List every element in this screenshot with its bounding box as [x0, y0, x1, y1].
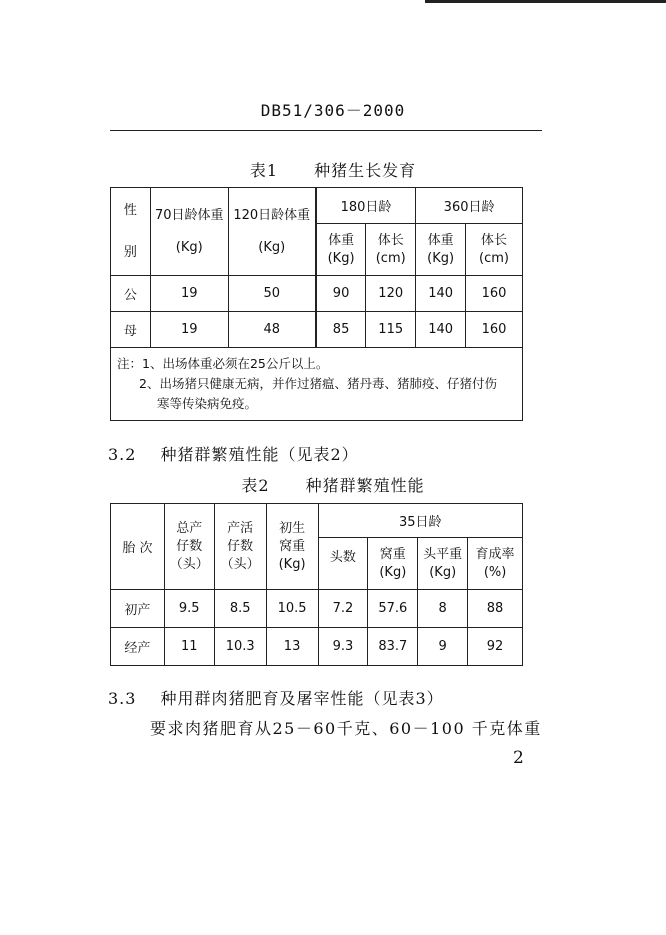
table2-cell-count: 9.3	[318, 628, 368, 666]
table2-cell-total-born: 9.5	[164, 590, 214, 628]
table-row	[111, 590, 523, 628]
table1-growth	[110, 187, 523, 421]
table1-cell-120day: 50	[228, 276, 316, 312]
table2-cell-litter-weight: 83.7	[368, 628, 418, 666]
standard-number-header: DB51/306－2000	[260, 101, 406, 120]
table1-header-180-weight: 体重 (Kg)	[316, 224, 366, 276]
table2-cell-born-alive: 8.5	[214, 590, 266, 628]
table1-cell-70day: 19	[150, 276, 228, 312]
section-3-3-title: 种用群肉猪肥育及屠宰性能（见表3）	[160, 689, 444, 708]
table2-cell-born-alive: 10.3	[214, 628, 266, 666]
table1-cell-360-weight: 140	[416, 276, 466, 312]
table-row	[111, 276, 523, 312]
table1-note-2: 2、出场猪只健康无病，并作过猪瘟、猪丹毒、猪肺疫、仔猪付伤	[139, 376, 497, 391]
section-3-2-heading	[108, 442, 359, 465]
table2-cell-rearing-rate: 92	[468, 628, 523, 666]
table2-header-litter-weight: 窝重 (Kg)	[368, 538, 418, 590]
table1-header-360day: 360日龄	[416, 188, 523, 224]
section-3-2-number: 3.2	[108, 445, 137, 464]
table1-cell-120day: 48	[228, 312, 316, 348]
table2-cell-total-born: 11	[164, 628, 214, 666]
top-edge-rule	[425, 0, 666, 3]
table1-cell-180-length: 120	[366, 276, 416, 312]
table1-cell-360-weight: 140	[416, 312, 466, 348]
table2-cell-avg-weight: 8	[418, 590, 468, 628]
table1-note-3: 寒等传染病免疫。	[157, 396, 258, 411]
table2-cell-avg-weight: 9	[418, 628, 468, 666]
table2-header-rearing-rate: 育成率 (%)	[468, 538, 523, 590]
table2-header-avg-weight: 头平重 (Kg)	[418, 538, 468, 590]
table1-header-sex: 性 别	[111, 188, 151, 276]
table1-cell-70day: 19	[150, 312, 228, 348]
table1-header-360-length: 体长 (cm)	[466, 224, 523, 276]
table2-caption-number: 表2	[241, 476, 270, 495]
table2-cell-parity: 经产	[111, 628, 165, 666]
table1-caption	[0, 158, 666, 181]
table2-header-total-born: 总产 仔数 （头）	[164, 504, 214, 590]
table2-reproduction	[110, 503, 523, 666]
page-number: 2	[513, 748, 524, 768]
table1-header-180day: 180日龄	[316, 188, 416, 224]
table2-cell-parity: 初产	[111, 590, 165, 628]
table2-cell-litter-weight: 57.6	[368, 590, 418, 628]
table1-header-180-length: 体长 (cm)	[366, 224, 416, 276]
table1-cell-sex: 母	[111, 312, 151, 348]
table1-cell-sex: 公	[111, 276, 151, 312]
table2-cell-birth-litter-weight: 10.5	[266, 590, 318, 628]
section-3-2-title: 种猪群繁殖性能（见表2）	[160, 445, 359, 464]
table2-header-parity: 胎 次	[111, 504, 165, 590]
section-3-3-number: 3.3	[108, 689, 137, 708]
table1-caption-number: 表1	[249, 161, 279, 180]
table1-cell-360-length: 160	[466, 276, 523, 312]
table1-cell-180-weight: 85	[316, 312, 366, 348]
table1-cell-180-length: 115	[366, 312, 416, 348]
table2-header-born-alive: 产活 仔数 （头）	[214, 504, 266, 590]
table1-notes	[111, 348, 523, 421]
table-row	[111, 628, 523, 666]
table1-header-70day: 70日龄体重 (Kg)	[150, 188, 228, 276]
table2-caption-title: 种猪群繁殖性能	[305, 476, 425, 495]
table2-header-birth-litter-weight: 初生 窝重 (Kg)	[266, 504, 318, 590]
body-paragraph: 要求肉猪肥育从25－60千克、60－100 千克体重	[150, 719, 542, 738]
header-rule	[110, 130, 542, 131]
table2-header-count: 头数	[318, 538, 368, 590]
table-row	[111, 312, 523, 348]
table2-caption	[0, 473, 666, 496]
table2-cell-rearing-rate: 88	[468, 590, 523, 628]
table1-cell-360-length: 160	[466, 312, 523, 348]
table1-header-360-weight: 体重 (Kg)	[416, 224, 466, 276]
table2-cell-birth-litter-weight: 13	[266, 628, 318, 666]
table2-header-35day: 35日龄	[318, 504, 522, 538]
section-3-3-heading	[108, 686, 444, 709]
table1-note-1: 注：1、出场体重必须在25公斤以上。	[117, 356, 329, 371]
table2-cell-count: 7.2	[318, 590, 368, 628]
table1-header-120day: 120日龄体重 (Kg)	[228, 188, 316, 276]
table1-caption-title: 种猪生长发育	[314, 161, 417, 180]
table1-cell-180-weight: 90	[316, 276, 366, 312]
